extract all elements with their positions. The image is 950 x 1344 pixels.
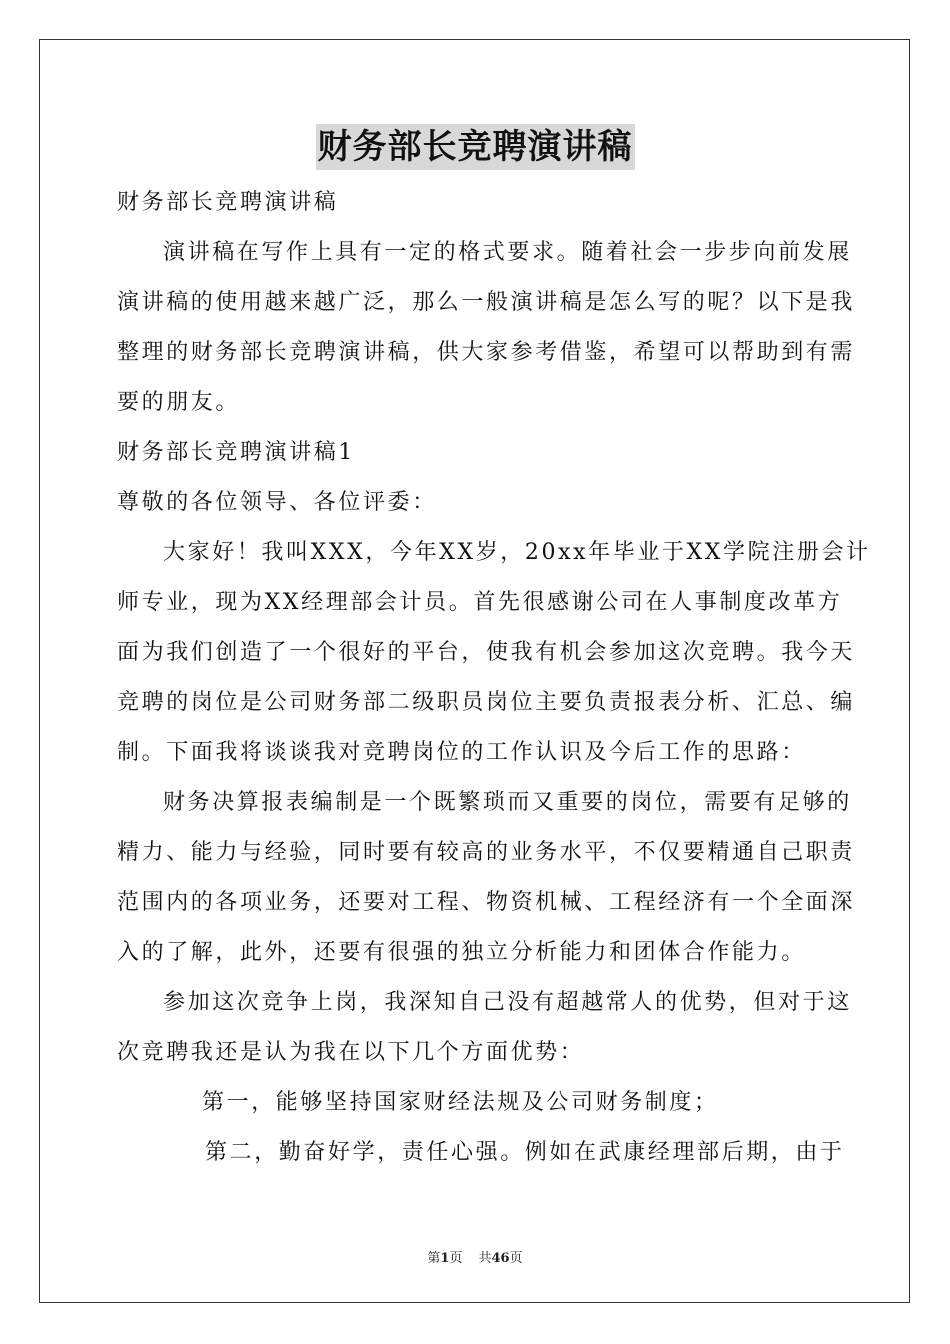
paragraph-line: 演讲稿的使用越来越广泛，那么一般演讲稿是怎么写的呢？以下是我 — [117, 290, 856, 315]
paragraph-line: 制。下面我将谈谈我对竞聘岗位的工作认识及今后工作的思路： — [117, 740, 806, 765]
paragraph-line: 面为我们创造了一个很好的平台，使我有机会参加这次竞聘。我今天 — [117, 640, 856, 665]
subtitle-line: 财务部长竞聘演讲稿 — [117, 190, 339, 215]
paragraph-line: 精力、能力与经验，同时要有较高的业务水平，不仅要精通自己职责 — [117, 840, 856, 865]
list-item: 第一，能够坚持国家财经法规及公司财务制度； — [202, 1090, 719, 1115]
page-footer — [0, 1247, 950, 1266]
page-total: 46 — [491, 1251, 510, 1266]
page-suffix: 页 — [449, 1251, 463, 1266]
paragraph-line: 财务决算报表编制是一个既繁琐而又重要的岗位，需要有足够的 — [163, 790, 852, 815]
page-prefix: 第 — [427, 1251, 441, 1266]
salutation-line: 尊敬的各位领导、各位评委： — [117, 490, 437, 515]
paragraph-line: 要的朋友。 — [117, 390, 241, 415]
paragraph-line: 整理的财务部长竞聘演讲稿，供大家参考借鉴，希望可以帮助到有需 — [117, 340, 856, 365]
paragraph-line: 入的了解，此外，还要有很强的独立分析能力和团体合作能力。 — [117, 940, 806, 965]
paragraph-line: 演讲稿在写作上具有一定的格式要求。随着社会一步步向前发展 — [163, 240, 852, 265]
paragraph-line: 师专业，现为XX经理部会计员。首先很感谢公司在人事制度改革方 — [117, 590, 843, 615]
title-container — [0, 124, 950, 170]
section-heading: 财务部长竞聘演讲稿1 — [117, 440, 355, 465]
paragraph-line: 次竞聘我还是认为我在以下几个方面优势： — [117, 1040, 585, 1065]
total-suffix: 页 — [509, 1251, 523, 1266]
list-item: 第二，勤奋好学，责任心强。例如在武康经理部后期，由于 — [205, 1140, 845, 1165]
document-body — [117, 178, 871, 1178]
total-prefix: 共 — [478, 1251, 492, 1266]
paragraph-line: 参加这次竞争上岗，我深知自己没有超越常人的优势，但对于这 — [163, 990, 852, 1015]
paragraph-line: 大家好！我叫XXX，今年XX岁，20xx年毕业于XX学院注册会计 — [163, 540, 871, 565]
page-current: 1 — [440, 1251, 450, 1266]
paragraph-line: 范围内的各项业务，还要对工程、物资机械、工程经济有一个全面深 — [117, 890, 856, 915]
paragraph-line: 竞聘的岗位是公司财务部二级职员岗位主要负责报表分析、汇总、编 — [117, 690, 856, 715]
document-title: 财务部长竞聘演讲稿 — [316, 124, 635, 170]
